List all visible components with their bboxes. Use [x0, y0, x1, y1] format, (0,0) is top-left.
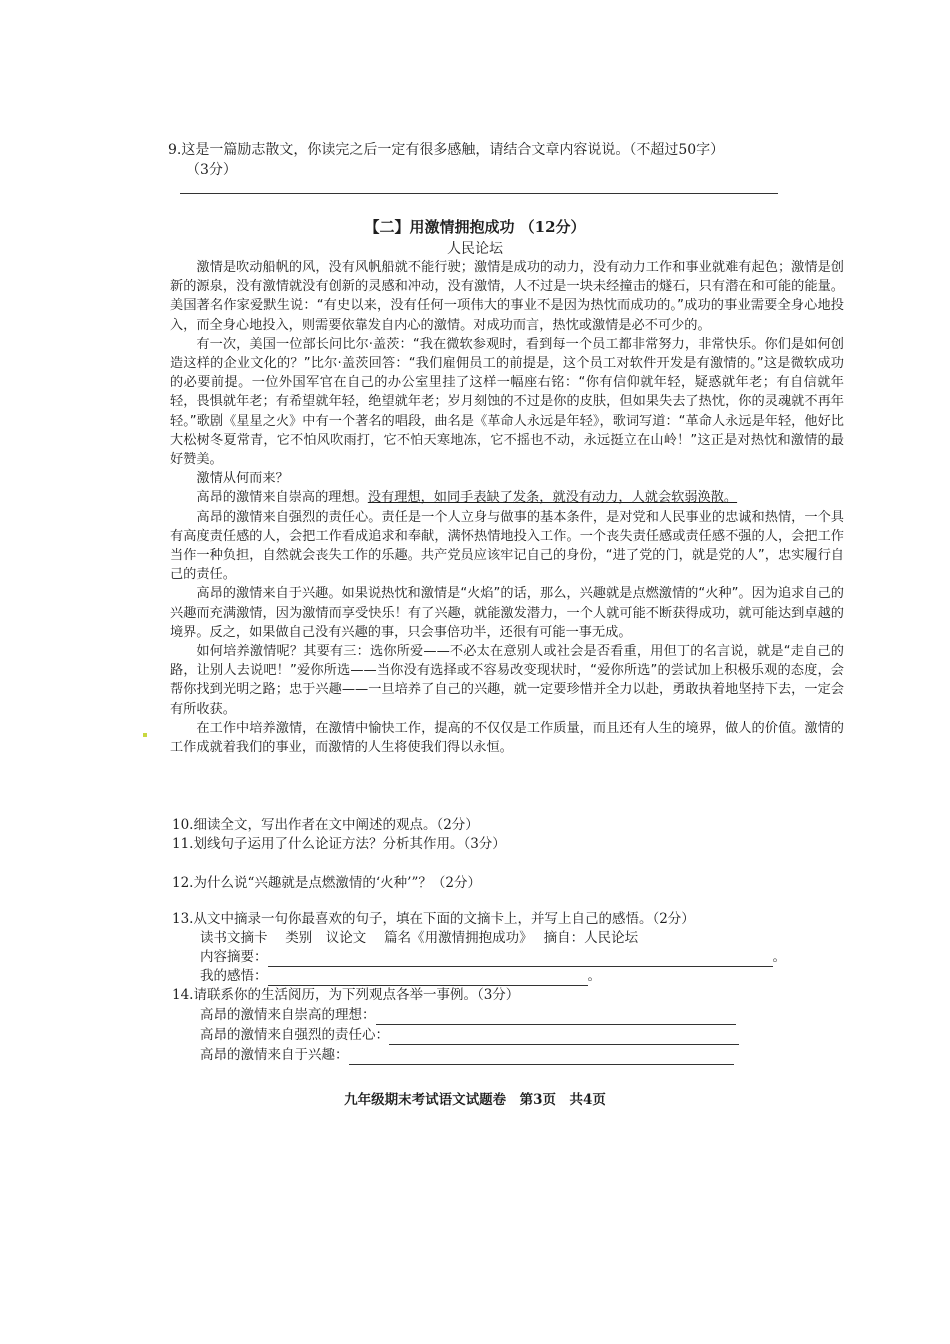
excerpt-card-header: 读书文摘卡 类别 议论文 篇名《用激情拥抱成功》 摘自：人民论坛 — [200, 930, 639, 946]
q14-item-2-blank[interactable] — [389, 1030, 739, 1045]
paragraph-1: 激情是吹动船帆的风，没有风帆船就不能行驶；激情是成功的动力，没有动力工作和事业就难有起色；激情是创新的源泉，没有激情就没有创新的灵感和冲动，没有激情，人不过是一块未经撞击的燧石，只有潜在和可能的能量。美国著名作家爱默生说：“有史以来，没有任何一项伟大的事业不是因为热忱而成功的。”成功的事业需要全身心地投入，而全身心地投入，则需要依靠发自内心的激情。对成功而言，热忱或激情是必不可少的。 — [170, 260, 844, 333]
feeling-label: 我的感悟： — [200, 968, 268, 984]
section-source: 人民论坛 — [447, 241, 503, 257]
paragraph-6: 高昂的激情来自于兴趣。如果说热忱和激情是“火焰”的话，那么，兴趣就是点燃激情的“火种”。因为追求自己的兴趣而充满激情，因为激情而享受快乐！有了兴趣，就能激发潜力，一个人就可能不断获得成功，就可能达到卓越的境界。反之，如果做自己没有兴趣的事，只会事倍功半，还很有可能一事无成。 — [170, 586, 844, 640]
feeling-blank[interactable] — [268, 971, 588, 986]
content-end-mark: 。 — [772, 949, 786, 965]
article-body — [170, 258, 844, 757]
question-9-points: （3分） — [186, 162, 237, 178]
content-summary-label: 内容摘要： — [200, 949, 268, 965]
paragraph-5: 高昂的激情来自强烈的责任心。责任是一个人立身与做事的基本条件，是对党和人民事业的忠诚和热情，一个具有高度责任感的人，会把工作看成追求和奉献，满怀热情地投入工作。一个丧失责任感或责任感不强的人，会把工作当作一种负担，自然就会丧失工作的乐趣。共产党员应该牢记自己的身份，“进了党的门，就是党的人”，忠实履行自己的责任。 — [170, 509, 844, 583]
question-9 — [168, 140, 808, 180]
q14-item-3-blank[interactable] — [349, 1050, 734, 1065]
question-13: 13.从文中摘录一句你最喜欢的句子，填在下面的文摘卡上，并写上自己的感悟。（2分） — [172, 911, 695, 927]
paragraph-7: 如何培养激情呢？其要有三：选你所爱——不必太在意别人或社会是否看重，用但丁的名言说，就是“走自己的路，让别人去说吧！”爱你所选——当你没有选择或不容易改变现状时，“爱你所选”的尝试加上积极乐观的态度，会帮你找到光明之路；忠于兴趣——一旦培养了自己的兴趣，就一定要珍惜并全力以赴，勇敢执着地坚持下去，一定会有所收获。 — [170, 644, 844, 717]
underlined-sentence: 没有理想，如同手表缺了发条，就没有动力，人就会软弱涣散。 — [367, 490, 738, 506]
excerpt-feeling-row — [200, 967, 601, 986]
page-footer: 九年级期末考试语文试题卷 第3页 共4页 — [344, 1092, 606, 1108]
q14-item-1-label: 高昂的激情来自崇高的理想： — [200, 1007, 376, 1023]
paragraph-3: 激情从何而来？ — [196, 471, 289, 487]
section-title: 【二】用激情拥抱成功 （12分） — [364, 218, 586, 236]
feeling-end-mark: 。 — [587, 968, 601, 984]
question-11: 11.划线句子运用了什么论证方法？分析其作用。（3分） — [172, 836, 506, 852]
q14-item-1-blank[interactable] — [376, 1010, 736, 1025]
question-14: 14.请联系你的生活阅历，为下列观点各举一事例。（3分） — [172, 987, 520, 1003]
excerpt-content-row — [200, 948, 786, 967]
answer-line-q9[interactable] — [180, 193, 778, 194]
question-12: 12.为什么说“兴趣就是点燃激情的‘火种’”？（2分） — [172, 875, 481, 891]
paragraph-8: 在工作中培养激情，在激情中愉快工作，提高的不仅仅是工作质量，而且还有人生的境界，做人的价值。激情的工作成就着我们的事业，而激情的人生将使我们得以永恒。 — [170, 720, 844, 756]
q14-item-2-label: 高昂的激情来自强烈的责任心： — [200, 1027, 389, 1043]
paragraph-4 — [170, 488, 844, 507]
question-9-text: 9.这是一篇励志散文，你读完之后一定有很多感触，请结合文章内容说说。（不超过50字） — [168, 142, 725, 158]
q14-item-3-label: 高昂的激情来自于兴趣： — [200, 1047, 349, 1063]
paragraph-2: 有一次，美国一位部长问比尔·盖茨：“我在微软参观时，看到每一个员工都非常努力，非常快乐。你们是如何创造这样的企业文化的？”比尔·盖茨回答：“我们雇佣员工的前提是，这个员工对软件开发是有激情的。”这是微软成功的必要前提。一位外国军官在自己的办公室里挂了这样一幅座右铭：“你有信仰就年轻，疑惑就年老；有自信就年轻，畏惧就年老；有希望就年轻，绝望就年老；岁月刻蚀的不过是你的皮肤，但如果失去了热忱，你的灵魂就不再年轻。”歌剧《星星之火》中有一个著名的唱段，曲名是《革命人永远是年轻》，歌词写道：“革命人永远是年轻，他好比大松树冬夏常青，它不怕风吹雨打，它不怕天寒地冻，它不摇也不动，永远挺立在山岭！”这正是对热忱和激情的最好赞美。 — [170, 336, 844, 468]
q14-item-2 — [200, 1026, 739, 1045]
q14-item-1 — [200, 1006, 736, 1025]
content-summary-blank[interactable] — [268, 952, 773, 967]
q14-item-3 — [200, 1046, 734, 1065]
paragraph-4-lead: 高昂的激情来自崇高的理想。 — [196, 490, 368, 506]
question-10: 10.细读全文，写出作者在文中阐述的观点。（2分） — [172, 817, 479, 833]
scan-speck — [143, 733, 147, 737]
